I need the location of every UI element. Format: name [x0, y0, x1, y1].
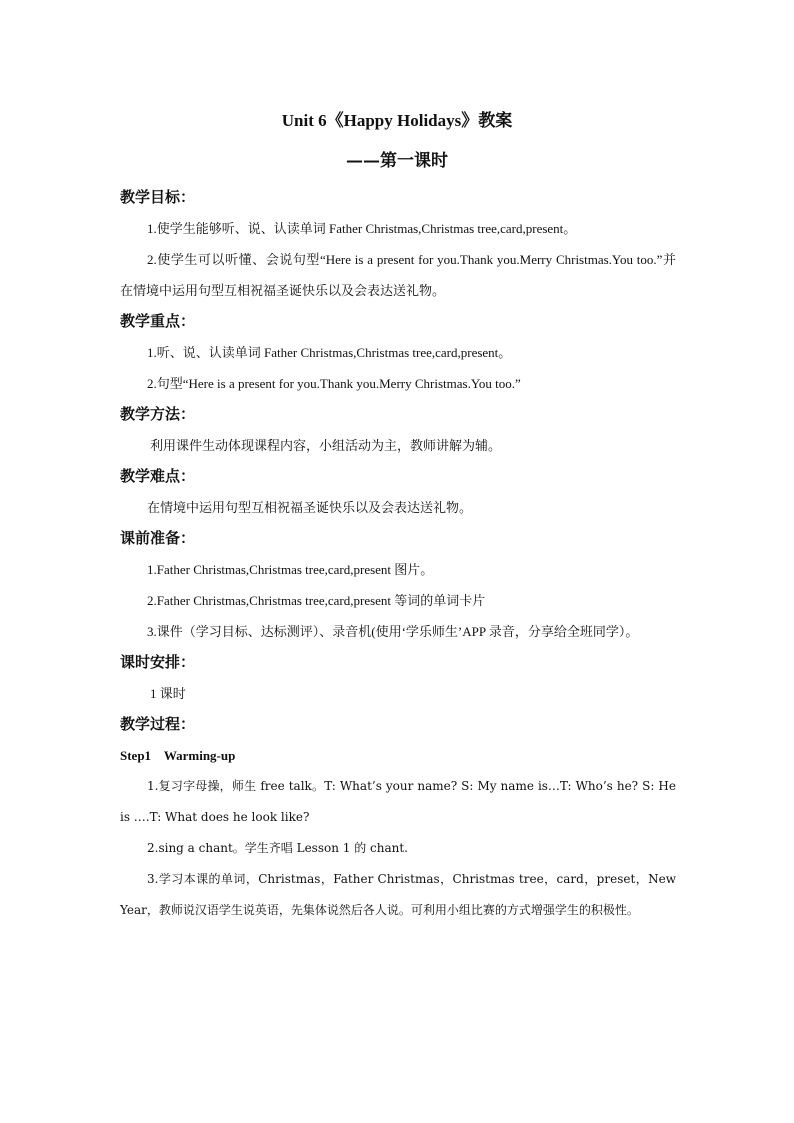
preparation-item: 2.Father Christmas,Christmas tree,card,present 等词的单词卡片: [147, 593, 486, 608]
section-heading-schedule: 课时安排：: [120, 653, 196, 671]
process-item: 1.复习字母操，师生 free talk。T: What’s your name? S: My name is…T: Who’s he? S: He is ….T: What does he look like?: [120, 779, 676, 824]
document-title: Unit 6《Happy Holidays》教案: [281, 111, 513, 130]
section-heading-methods: 教学方法：: [120, 405, 196, 423]
key-point-item: 2.句型“Here is a present for you.Thank you.Merry Christmas.You too.”: [147, 376, 521, 391]
section-heading-key-points: 教学重点：: [120, 312, 196, 330]
difficulty-item: 在情境中运用句型互相祝福圣诞快乐以及会表达送礼物。: [147, 500, 473, 515]
preparation-item: 1.Father Christmas,Christmas tree,card,present 图片。: [147, 562, 434, 577]
process-item: 2.sing a chant。学生齐唱 Lesson 1 的 chant.: [147, 841, 408, 855]
preparation-item: 3.课件（学习目标、达标测评）、录音机(使用‘学乐师生’APP 录音，分享给全班同学）。: [147, 624, 639, 639]
key-point-item: 1.听、说、认读单词 Father Christmas,Christmas tree,card,present。: [147, 345, 512, 360]
objective-item: 1.使学生能够听、说、认读单词 Father Christmas,Christmas tree,card,present。: [147, 221, 577, 236]
section-heading-objectives: 教学目标：: [120, 188, 196, 206]
section-heading-difficulties: 教学难点：: [120, 467, 196, 485]
objective-item: 2.使学生可以听懂、会说句型“Here is a present for you.Thank you.Merry Christmas.You too.”并在情境中运用句型互相祝福圣诞快乐以及会表达送礼物。: [120, 252, 676, 298]
document-body: [120, 182, 676, 926]
section-heading-process: 教学过程：: [120, 715, 196, 733]
document-subtitle: ——第一课时: [346, 151, 448, 171]
step-label: Step1 Warming-up: [120, 748, 236, 763]
process-item: 3.学习本课的单词，Christmas，Father Christmas，Christmas tree，card，preset，New Year，教师说汉语学生说英语，先集体说然后各人说。可利用小组比赛的方式增强学生的积极性。: [120, 872, 676, 917]
schedule-item: 1 课时: [150, 686, 186, 701]
section-heading-preparation: 课前准备：: [120, 529, 196, 547]
method-item: 利用课件生动体现课程内容，小组活动为主，教师讲解为辅。: [150, 438, 502, 453]
